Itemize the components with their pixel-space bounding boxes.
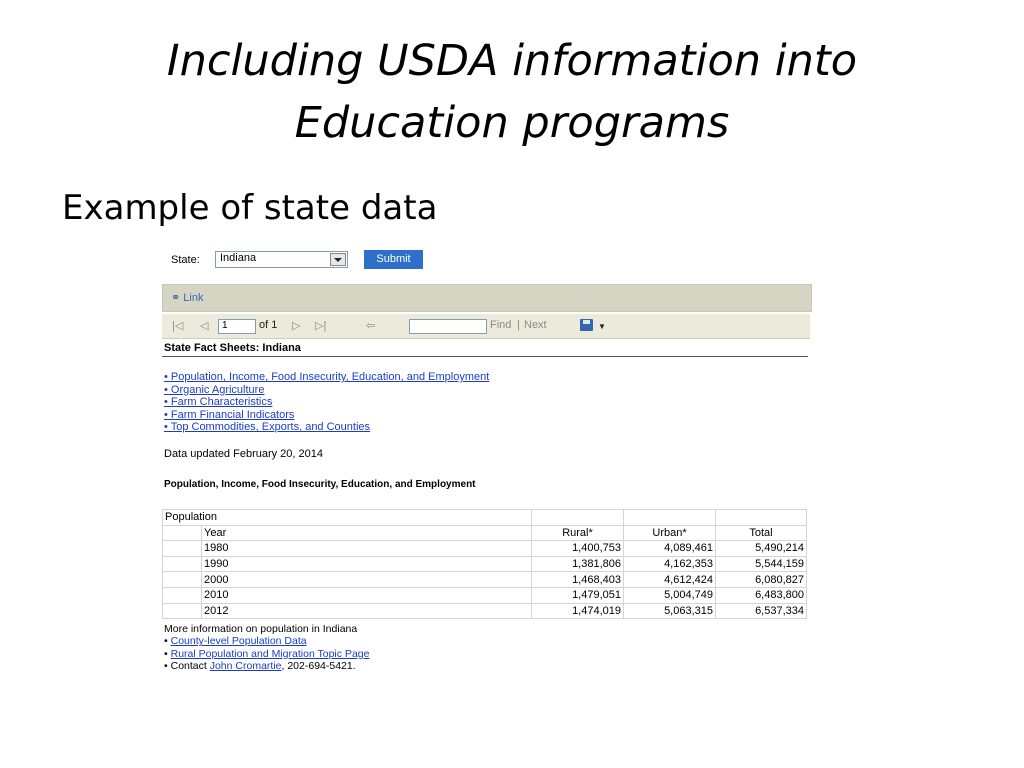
chevron-down-icon[interactable] xyxy=(330,253,346,266)
table-header-row xyxy=(163,525,807,541)
link-label: Link xyxy=(183,292,204,304)
state-select[interactable] xyxy=(215,251,348,268)
cell-rural: 1,474,019 xyxy=(532,603,624,619)
cell-year: 2012 xyxy=(202,603,532,619)
find-button[interactable]: Find xyxy=(490,319,512,331)
state-form xyxy=(162,244,812,274)
county-population-link[interactable]: County-level Population Data xyxy=(170,635,307,648)
rural-population-link[interactable]: Rural Population and Migration Topic Page xyxy=(170,647,370,660)
slide-subtitle: Example of state data xyxy=(62,188,438,228)
slide-title-line-2: Education programs xyxy=(294,98,730,148)
link-farm-characteristics[interactable]: • Farm Characteristics xyxy=(164,396,273,409)
table-caption-row xyxy=(163,510,807,526)
last-page-icon[interactable]: ▷| xyxy=(315,320,327,332)
report-divider xyxy=(162,356,808,357)
contact-link[interactable]: John Cromartie xyxy=(209,659,282,672)
table-row xyxy=(163,572,807,588)
slide-title-line-1: Including USDA information into xyxy=(166,36,858,86)
page-number-value: 1 xyxy=(222,320,228,331)
bullet: • xyxy=(164,647,168,660)
cell-total: 5,490,214 xyxy=(716,541,807,557)
cell-year: 2010 xyxy=(202,587,532,603)
data-updated-text: Data updated February 20, 2014 xyxy=(164,448,324,460)
header-rural: Rural* xyxy=(532,525,624,541)
state-select-value: Indiana xyxy=(220,252,257,264)
cell-year: 1990 xyxy=(202,556,532,572)
cell-rural: 1,468,403 xyxy=(532,572,624,588)
export-dropdown-icon[interactable]: ▼ xyxy=(598,322,606,331)
bullet: • xyxy=(164,659,168,672)
link-organic-agriculture[interactable]: • Organic Agriculture xyxy=(164,383,265,396)
link-farm-financial-indicators[interactable]: • Farm Financial Indicators xyxy=(164,408,295,421)
section-heading: Population, Income, Food Insecurity, Education, and Employment xyxy=(164,479,476,490)
cell-total: 6,537,334 xyxy=(716,603,807,619)
find-separator: | xyxy=(517,319,520,331)
cell-total: 6,483,800 xyxy=(716,587,807,603)
cell-total: 5,544,159 xyxy=(716,556,807,572)
previous-page-icon[interactable]: ◁ xyxy=(200,320,209,332)
report-screenshot xyxy=(162,244,812,674)
table-row xyxy=(163,587,807,603)
population-table xyxy=(162,509,807,619)
page-count-label: of 1 xyxy=(259,319,278,331)
back-icon[interactable]: ⇦ xyxy=(366,320,376,332)
table-cell xyxy=(163,587,202,603)
next-button[interactable]: Next xyxy=(524,319,547,331)
more-info-heading: More information on population in Indiana xyxy=(164,623,358,635)
header-total: Total xyxy=(716,525,807,541)
cell-urban: 5,063,315 xyxy=(624,603,716,619)
cell-year: 1980 xyxy=(202,541,532,557)
cell-urban: 4,162,353 xyxy=(624,556,716,572)
link-top-commodities[interactable]: • Top Commodities, Exports, and Counties xyxy=(164,421,371,434)
table-row xyxy=(163,603,807,619)
report-title: State Fact Sheets: Indiana xyxy=(164,342,301,354)
slide-title xyxy=(0,30,1024,154)
table-row xyxy=(163,541,807,557)
page-number-input[interactable] xyxy=(218,319,256,334)
cell-urban: 4,089,461 xyxy=(624,541,716,557)
list-item xyxy=(164,635,369,647)
header-year: Year xyxy=(202,525,532,541)
find-input[interactable] xyxy=(409,319,487,334)
table-cell xyxy=(163,525,202,541)
submit-button[interactable]: Submit xyxy=(364,250,423,269)
bullet: • xyxy=(164,635,168,648)
first-page-icon[interactable]: |◁ xyxy=(172,320,184,332)
table-cell xyxy=(624,510,716,526)
cell-total: 6,080,827 xyxy=(716,572,807,588)
contact-phone: , 202-694-5421. xyxy=(281,659,356,672)
table-caption: Population xyxy=(163,510,532,526)
table-cell xyxy=(163,572,202,588)
cell-rural: 1,479,051 xyxy=(532,587,624,603)
fact-sheet-links xyxy=(164,371,489,434)
cell-urban: 4,612,424 xyxy=(624,572,716,588)
save-icon[interactable] xyxy=(580,319,593,331)
state-label: State: xyxy=(171,254,200,266)
cell-rural: 1,400,753 xyxy=(532,541,624,557)
report-toolbar xyxy=(162,314,810,339)
chain-link-icon: ⚭ xyxy=(171,292,181,304)
link-population-income[interactable]: • Population, Income, Food Insecurity, Education, and Employment xyxy=(164,371,490,383)
link-bar xyxy=(162,284,812,312)
more-info xyxy=(164,623,369,672)
link-button[interactable] xyxy=(171,291,203,304)
table-cell xyxy=(163,603,202,619)
cell-urban: 5,004,749 xyxy=(624,587,716,603)
table-cell xyxy=(532,510,624,526)
table-cell xyxy=(163,556,202,572)
table-cell xyxy=(163,541,202,557)
header-urban: Urban* xyxy=(624,525,716,541)
cell-rural: 1,381,806 xyxy=(532,556,624,572)
list-item xyxy=(164,648,369,660)
table-cell xyxy=(716,510,807,526)
cell-year: 2000 xyxy=(202,572,532,588)
list-item xyxy=(164,660,369,672)
next-page-icon[interactable]: ▷ xyxy=(292,320,301,332)
contact-prefix: Contact xyxy=(170,659,207,672)
table-row xyxy=(163,556,807,572)
